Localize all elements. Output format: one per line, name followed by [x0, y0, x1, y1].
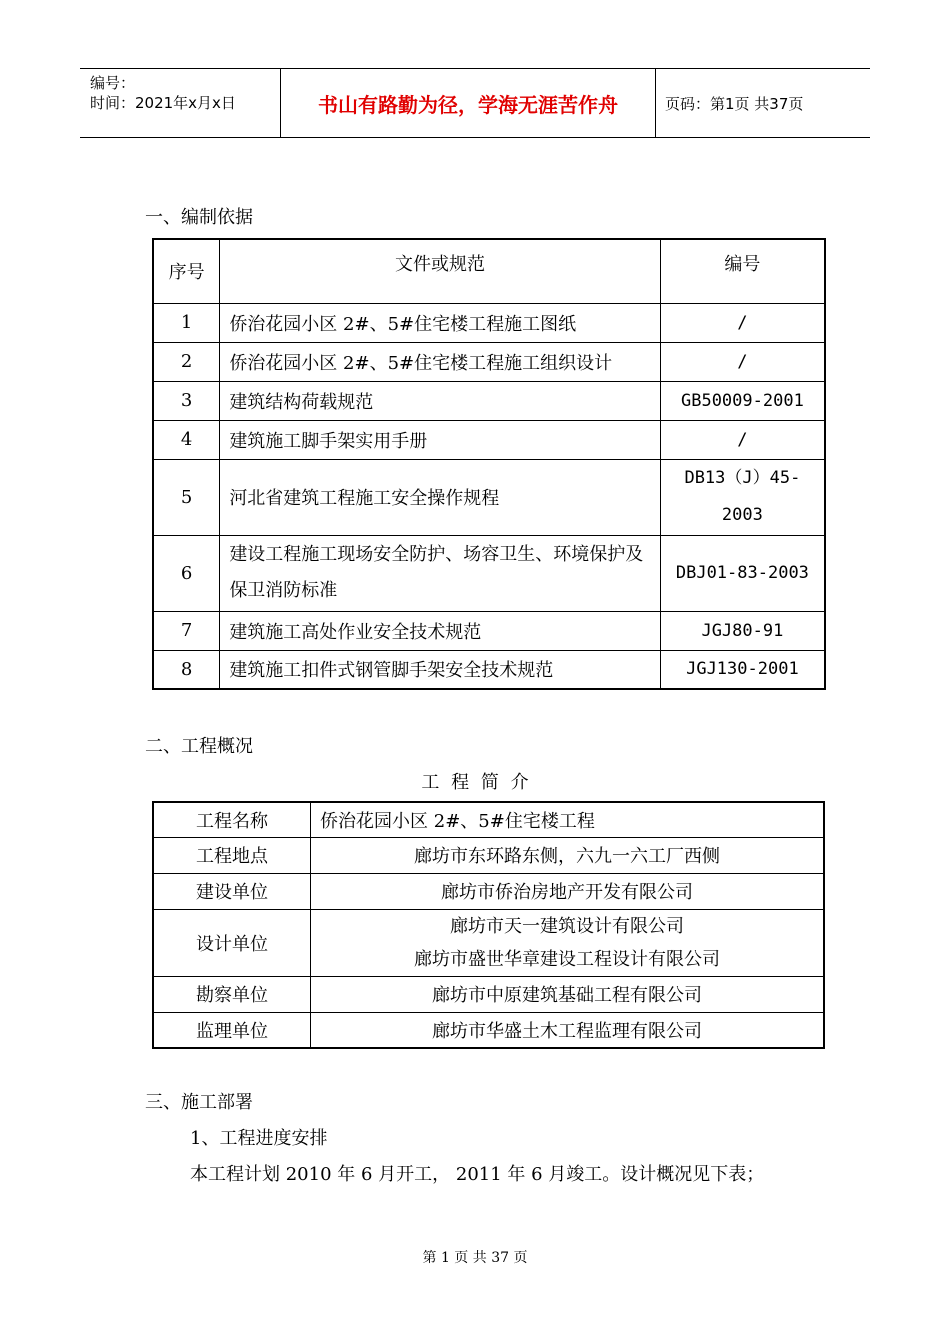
header-meta — [80, 69, 281, 137]
table-row — [153, 303, 825, 342]
header-cell: 序号 — [153, 239, 220, 303]
table-row — [153, 420, 825, 459]
row-code: JGJ130-2001 — [660, 650, 825, 689]
table-row — [153, 976, 824, 1012]
row-document: 建筑结构荷载规范 — [220, 381, 660, 420]
row-value: 廊坊市华盛土木工程监理有限公司 — [311, 1012, 824, 1048]
row-value: 廊坊市天一建筑设计有限公司 — [450, 915, 685, 937]
row-label: 设计单位 — [153, 909, 311, 976]
row-document: 建筑施工高处作业安全技术规范 — [220, 611, 660, 650]
row-document: 建筑施工扣件式钢管脚手架安全技术规范 — [220, 650, 660, 689]
row-label: 建设单位 — [153, 873, 311, 909]
row-code: DB13（J）45-2003 — [660, 459, 825, 535]
section-2-title: 二、工程概况 — [145, 736, 253, 757]
doc-number-label: 编号： — [90, 74, 136, 92]
header-page-info: 页码：第1页 共37页 — [665, 94, 804, 113]
row-number: 5 — [153, 459, 220, 535]
row-code: / — [660, 303, 825, 342]
row-document: 侨治花园小区 2#、5#住宅楼工程施工组织设计 — [220, 342, 660, 381]
row-code: DBJ01-83-2003 — [660, 535, 825, 611]
table-row — [153, 802, 824, 837]
row-document: 侨治花园小区 2#、5#住宅楼工程施工图纸 — [220, 303, 660, 342]
row-label: 勘察单位 — [153, 976, 311, 1012]
row-code: / — [660, 342, 825, 381]
row-number: 6 — [153, 535, 220, 611]
paragraph: 本工程计划 2010 年 6 月开工， 2011 年 6 月竣工。设计概况见下表； — [190, 1164, 765, 1185]
basis-table — [152, 238, 826, 690]
row-document: 建设工程施工现场安全防护、场容卫生、环境保护及保卫消防标准 — [220, 535, 660, 611]
row-document: 建筑施工脚手架实用手册 — [220, 420, 660, 459]
page-footer: 第 1 页 共 37 页 — [422, 1250, 528, 1266]
row-number: 4 — [153, 420, 220, 459]
table-row — [153, 611, 825, 650]
row-number: 1 — [153, 303, 220, 342]
section-1-title: 一、编制依据 — [145, 207, 253, 228]
table-row — [153, 535, 825, 611]
table-row — [153, 650, 825, 689]
table-row — [153, 342, 825, 381]
table-row — [153, 459, 825, 535]
row-label: 工程地点 — [153, 837, 311, 873]
row-code: GB50009-2001 — [660, 381, 825, 420]
row-label: 工程名称 — [153, 802, 311, 837]
row-value: 侨治花园小区 2#、5#住宅楼工程 — [311, 802, 824, 837]
header-cell: 文件或规范 — [220, 239, 660, 303]
row-value: 廊坊市中原建筑基础工程有限公司 — [311, 976, 824, 1012]
row-code: / — [660, 420, 825, 459]
row-label: 监理单位 — [153, 1012, 311, 1048]
row-number: 8 — [153, 650, 220, 689]
subsection-title: 1、工程进度安排 — [190, 1128, 328, 1149]
table-row — [153, 873, 824, 909]
overview-table-title: 工 程 简 介 — [421, 772, 529, 793]
row-code: JGJ80-91 — [660, 611, 825, 650]
overview-table — [152, 801, 825, 1049]
row-document: 河北省建筑工程施工安全操作规程 — [220, 459, 660, 535]
page-header — [80, 68, 870, 138]
header-cell: 编号 — [660, 239, 825, 303]
header-motto: 书山有路勤为径，学海无涯苦作舟 — [281, 69, 656, 137]
table-header-row — [153, 239, 825, 303]
doc-time-label: 时间：2021年x月x日 — [90, 94, 236, 112]
row-number: 7 — [153, 611, 220, 650]
section-3-title: 三、施工部署 — [145, 1092, 253, 1113]
row-number: 3 — [153, 381, 220, 420]
row-value: 廊坊市侨治房地产开发有限公司 — [311, 873, 824, 909]
table-row — [153, 381, 825, 420]
table-row — [153, 837, 824, 873]
row-value: 廊坊市东环路东侧，六九一六工厂西侧 — [311, 837, 824, 873]
row-value: 廊坊市盛世华章建设工程设计有限公司 — [414, 948, 721, 970]
table-row — [153, 1012, 824, 1048]
row-number: 2 — [153, 342, 220, 381]
row-value-multi — [311, 909, 824, 976]
table-row — [153, 909, 824, 976]
